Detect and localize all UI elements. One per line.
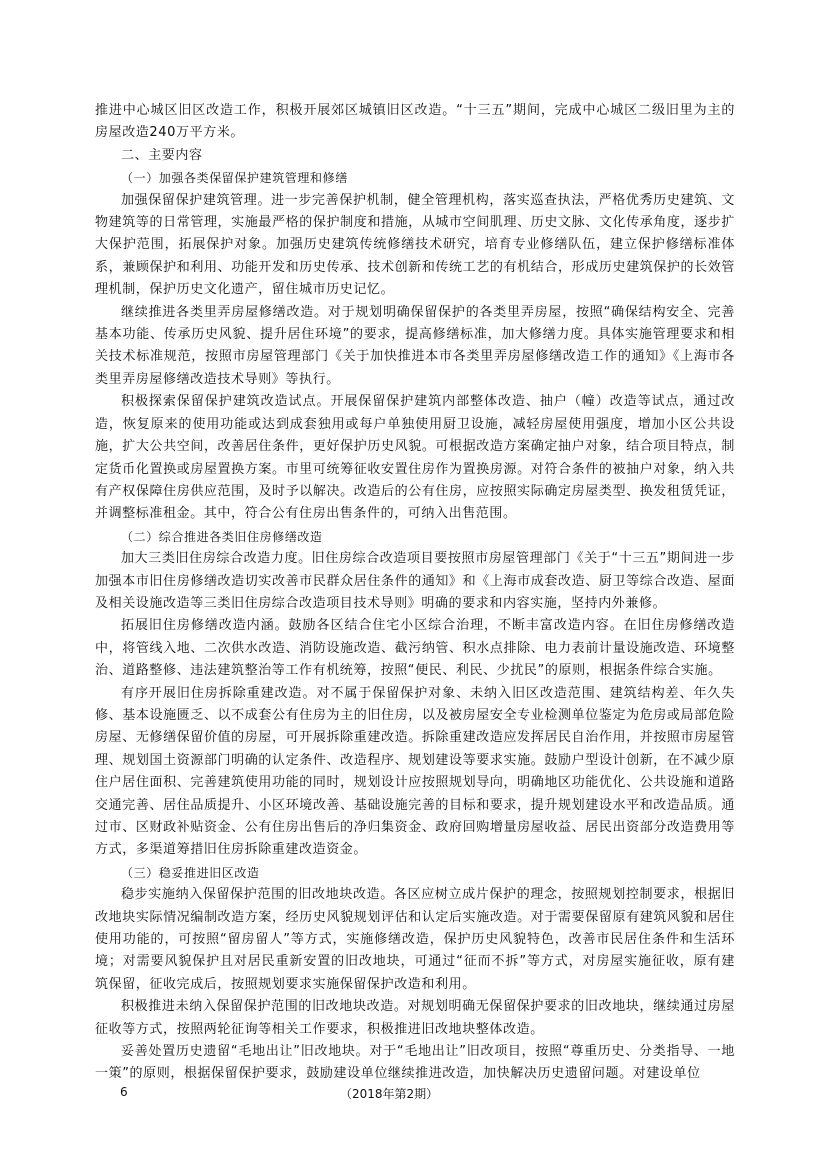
page-footer bbox=[0, 1085, 827, 1105]
paragraph: 拓展旧住房修缮改造内涵。鼓励各区结合住宅小区综合治理，不断丰富改造内容。在旧住房修缮改造中，将管线入地、二次供水改造、消防设施改造、截污纳管、积水点排除、电力表前计量设施改造、环境整治、道路整修、违法建筑整治等工作有机统筹，按照“便民、利民、少扰民”的原则，根据条件综合实施。 bbox=[95, 618, 735, 679]
section-heading: 二、主要内容 bbox=[121, 147, 203, 163]
subsection-heading: （三）稳妥推进旧区改造 bbox=[121, 865, 260, 880]
paragraph: 推进中心城区旧区改造工作，积极开展郊区城镇旧区改造。“十三五”期间，完成中心城区二级旧里为主的房屋改造240万平方米。 bbox=[95, 103, 735, 141]
paragraph: 积极探索保留保护建筑改造试点。开展保留保护建筑内部整体改造、抽户（幢）改造等试点，通过改造，恢复原来的使用功能或达到成套独用或每户单独使用厨卫设施，减轻房屋使用强度，增加小区公共设施，扩大公共空间，改善居住条件，更好保护历史风貌。可根据改造方案确定抽户对象，结合项目特点，制定货币化置换或房屋置换方案。市里可统筹征收安置住房作为置换房源。对符合条件的被抽户对象，纳入共有产权保障住房供应范围，及时予以解决。改造后的公有住房，应按照实际确定房屋类型、换发租赁凭证，并调整标准租金。其中，符合公有住房出售条件的，可纳入出售范围。 bbox=[95, 394, 735, 522]
subsection-heading: （二）综合推进各类旧住房修缮改造 bbox=[121, 529, 323, 544]
page-number: 6 bbox=[120, 1085, 128, 1099]
paragraph: 加大三类旧住房综合改造力度。旧住房综合改造项目要按照市房屋管理部门《关于“十三五”期间进一步加强本市旧住房修缮改造切实改善市民群众居住条件的通知》和《上海市成套改造、厨卫等综合改造、屋面及相关设施改造等三类旧住房综合改造项目技术导则》明确的要求和内容实施，坚持内外兼修。 bbox=[95, 551, 735, 611]
paragraph: 加强保留保护建筑管理。进一步完善保护机制，健全管理机构，落实巡查执法，严格优秀历史建筑、文物建筑等的日常管理，实施最严格的保护制度和措施，从城市空间肌理、历史文脉、文化传承角度，逐步扩大保护范围，拓展保护对象。加强历史建筑传统修缮技术研究，培育专业修缮队伍，建立保护修缮标准体系，兼顾保护和利用、功能开发和历史传承、技术创新和传统工艺的有机结合，形成历史建筑保护的长效管理机制，保护历史文化遗产，留住城市历史记忆。 bbox=[95, 192, 735, 298]
paragraph: 稳步实施纳入保留保护范围的旧改地块改造。各区应树立成片保护的理念，按照规划控制要求，根据旧改地块实际情况编制改造方案，经历史风貌规划评估和认定后实施改造。对于需要保留原有建筑风貌和居住使用功能的，可按照“留房留人”等方式，实施修缮改造，保护历史风貌特色，改善市民居住条件和生活环境；对需要风貌保护且对居民重新安置的旧改地块，可通过“征而不拆”等方式，对房屋实施征收，原有建筑保留，征收完成后，按照规划要求实施保留保护改造和利用。 bbox=[95, 887, 735, 992]
paragraph: 妥善处置历史遗留“毛地出让”旧改地块。对于“毛地出让”旧改项目，按照“尊重历史、分类指导、一地一策”的原则，根据保留保护要求，鼓励建设单位继续推进改造，加快解决历史遗留问题。对建设单位 bbox=[95, 1044, 735, 1082]
document-body bbox=[95, 100, 735, 1086]
paragraph: 继续推进各类里弄房屋修缮改造。对于规划明确保留保护的各类里弄房屋，按照“确保结构安全、完善基本功能、传承历史风貌、提升居住环境”的要求，提高修缮标准，加大修缮力度。具体实施管理要求和相关技术标准规范，按照市房屋管理部门《关于加快推进本市各类里弄房屋修缮改造工作的通知》《上海市各类里弄房屋修缮改造技术导则》等执行。 bbox=[95, 304, 735, 387]
subsection-heading: （一）加强各类保留保护建筑管理和修缮 bbox=[121, 171, 348, 186]
issue-label: （2018年第2期） bbox=[340, 1087, 439, 1101]
paragraph: 有序开展旧住房拆除重建改造。对不属于保留保护对象、未纳入旧区改造范围、建筑结构差、年久失修、基本设施匮乏、以不成套公有住房为主的旧住房，以及被房屋安全专业检测单位鉴定为危房或局部危险房屋、无修缮保留价值的房屋，可开展拆除重建改造。拆除重建改造应发挥居民自治作用，并按照市房屋管理、规划国土资源部门明确的认定条件、改造程序、规划建设等要求实施。鼓励户型设计创新，在不减少原住户居住面积、完善建筑使用功能的同时，规划设计应按照规划导向，明确地区功能优化、公共设施和道路交通完善、居住品质提升、小区环境改善、基础设施完善的目标和要求，提升规划建设水平和改造品质。通过市、区财政补贴资金、公有住房出售后的净归集资金、政府回购增量房屋收益、居民出资部分改造费用等方式，多渠道筹措旧住房拆除重建改造资金。 bbox=[95, 685, 735, 858]
paragraph: 积极推进未纳入保留保护范围的旧改地块改造。对规划明确无保留保护要求的旧改地块，继续通过房屋征收等方式，按照两轮征询等相关工作要求，积极推进旧改地块整体改造。 bbox=[95, 999, 735, 1037]
